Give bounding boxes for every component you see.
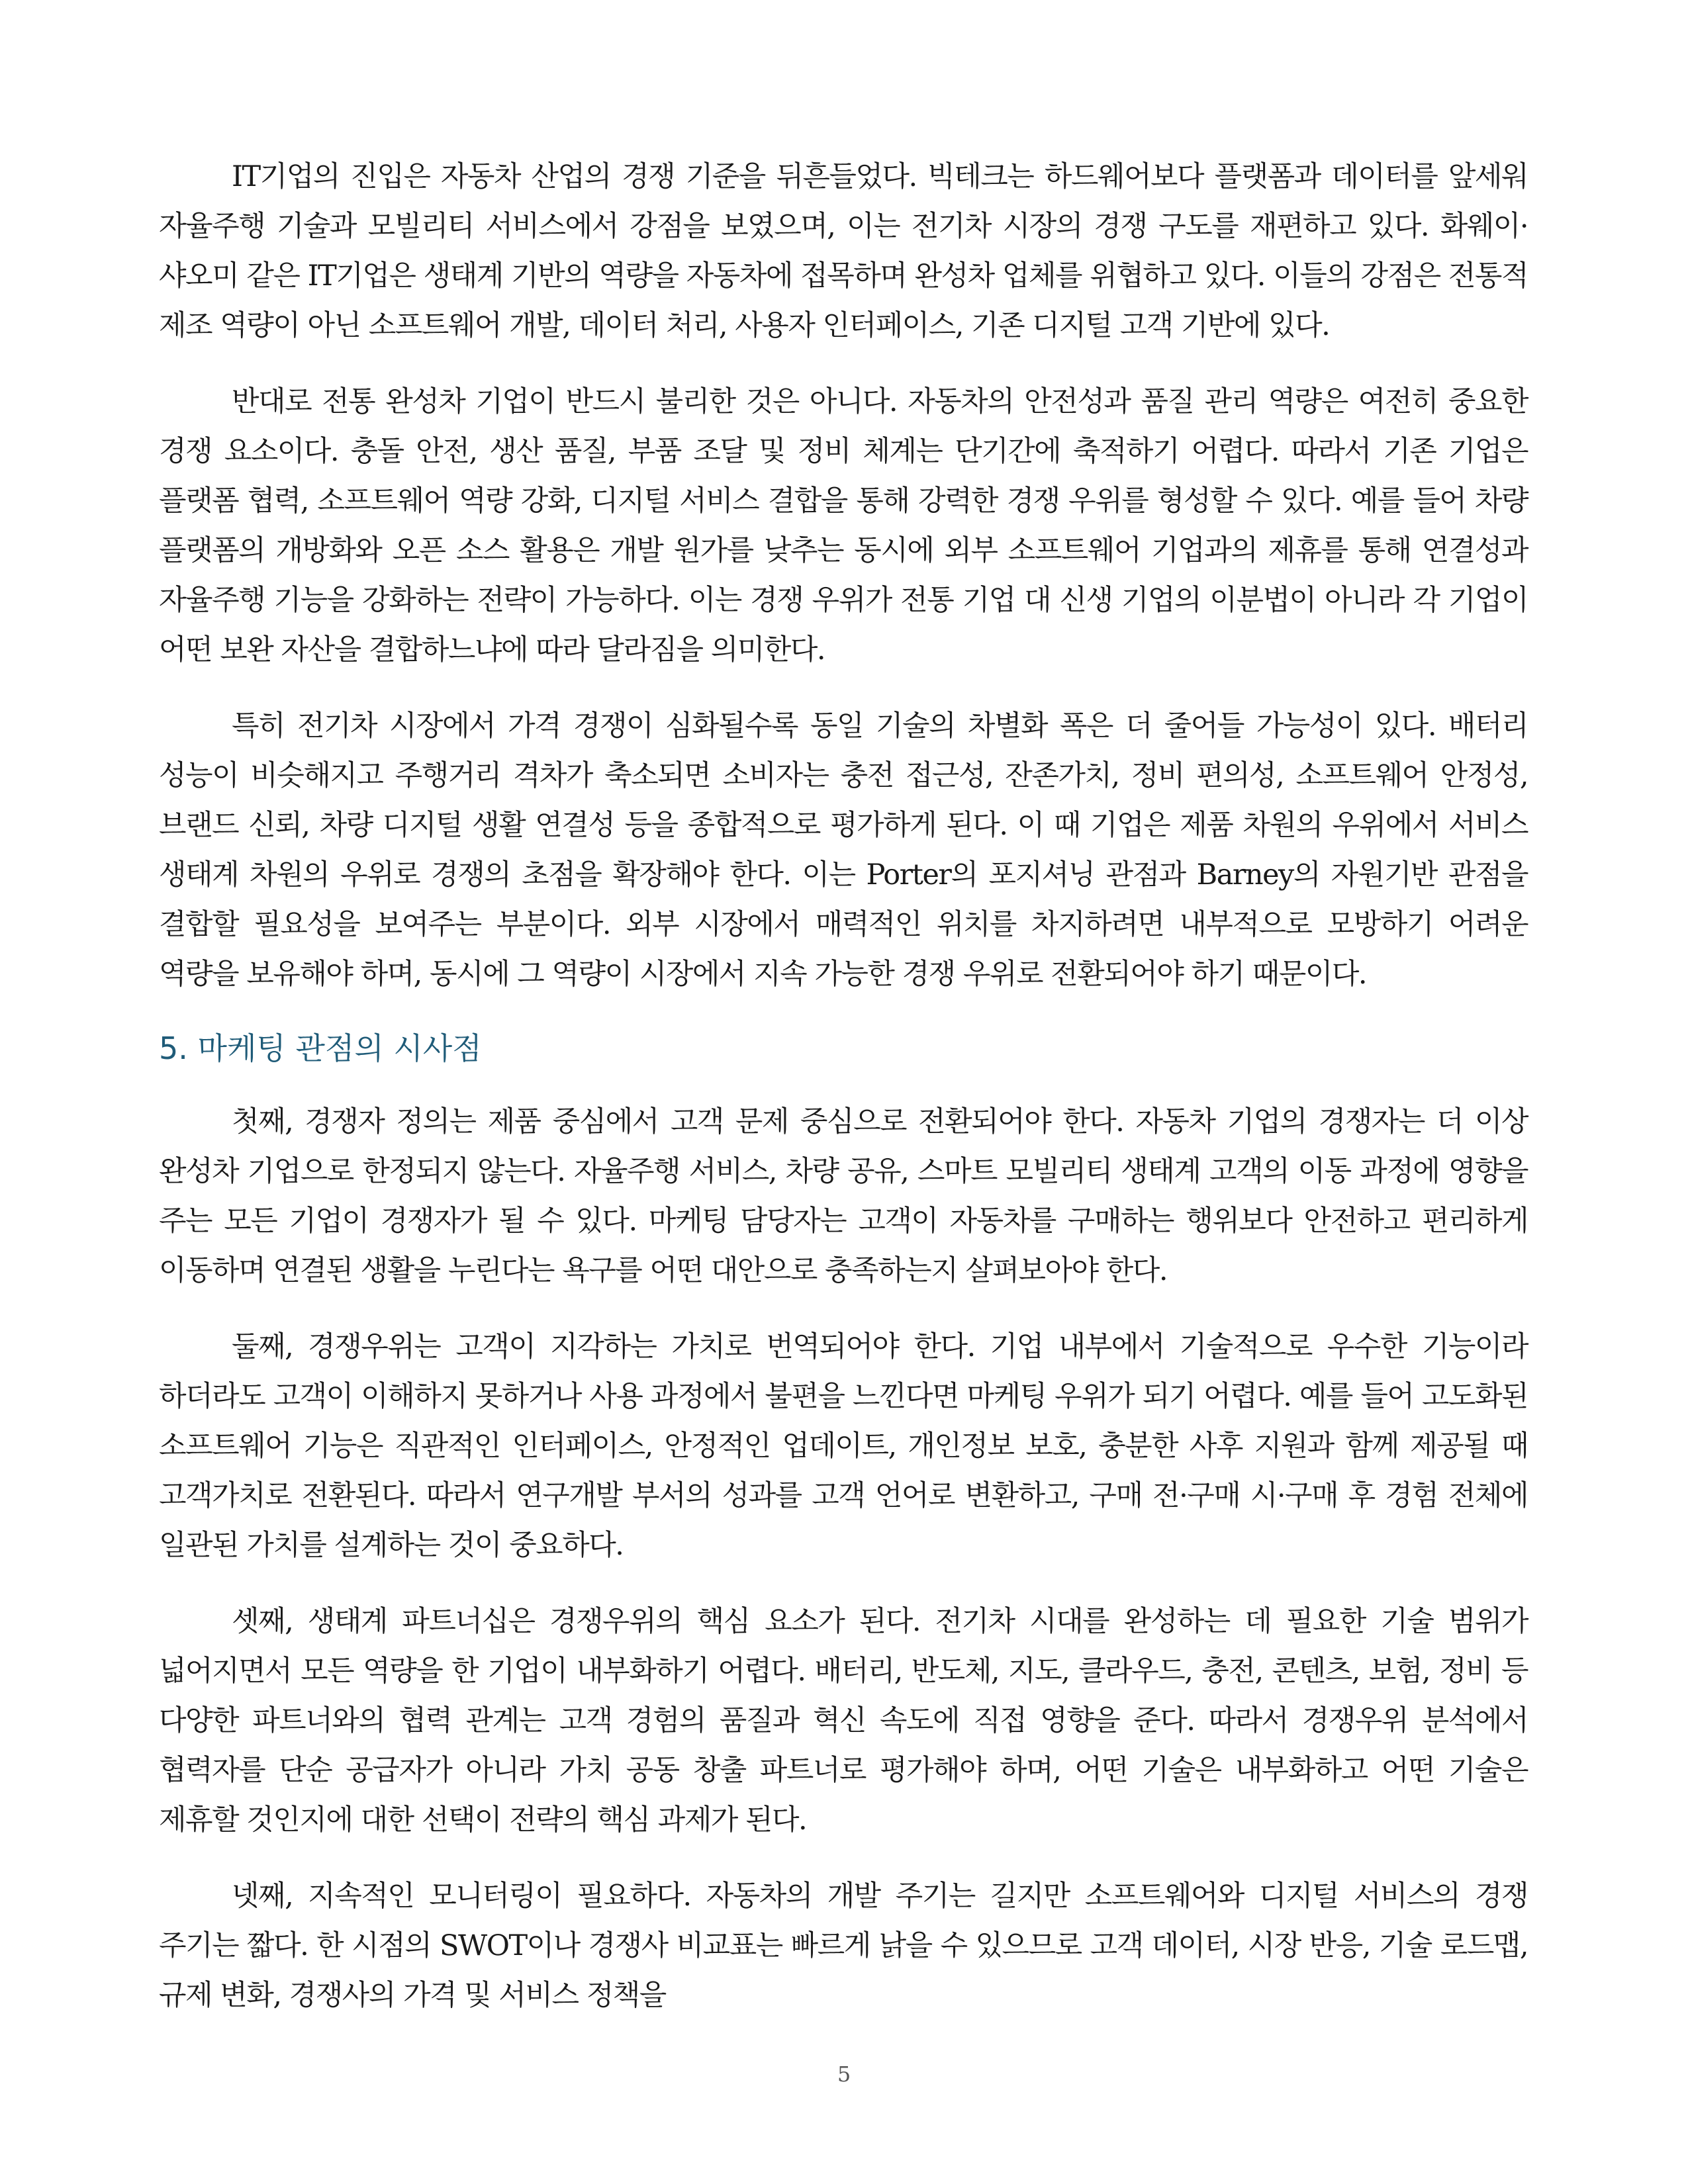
body-paragraph-5: 둘째, 경쟁우위는 고객이 지각하는 가치로 번역되어야 한다. 기업 내부에서 기술적으로 우수한 기능이라 하더라도 고객이 이해하지 못하거나 사용 과정에서 불편을 느낀다면 마케팅 우위가 되기 어렵다. 예를 들어 고도화된 소프트웨어 기능은 직관적인 인터페이스, 안정적인 업데이트, 개인정보 보호, 충분한 사후 지원과 함께 제공될 때 고객가치로 전환된다. 따라서 연구개발 부서의 성과를 고객 언어로 변환하고, 구매 전·구매 시·구매 후 경험 전체에 일관된 가치를 설계하는 것이 중요하다. bbox=[159, 1330, 1528, 1562]
body-paragraph-1: IT기업의 진입은 자동차 산업의 경쟁 기준을 뒤흔들었다. 빅테크는 하드웨어보다 플랫폼과 데이터를 앞세워 자율주행 기술과 모빌리티 서비스에서 강점을 보였으며, 이는 전기차 시장의 경쟁 구도를 재편하고 있다. 화웨이·샤오미 같은 IT기업은 생태계 기반의 역량을 자동차에 접목하며 완성차 업체를 위협하고 있다. 이들의 강점은 전통적 제조 역량이 아닌 소프트웨어 개발, 데이터 처리, 사용자 인터페이스, 기존 디지털 고객 기반에 있다. bbox=[159, 160, 1528, 342]
document-page bbox=[159, 152, 1528, 2047]
section-heading: 5. 마케팅 관점의 시사점 bbox=[159, 1030, 482, 1066]
body-paragraph-4: 첫째, 경쟁자 정의는 제품 중심에서 고객 문제 중심으로 전환되어야 한다. 자동차 기업의 경쟁자는 더 이상 완성차 기업으로 한정되지 않는다. 자율주행 서비스, 차량 공유, 스마트 모빌리티 생태계 고객의 이동 과정에 영향을 주는 모든 기업이 경쟁자가 될 수 있다. 마케팅 담당자는 고객이 자동차를 구매하는 행위보다 안전하고 편리하게 이동하며 연결된 생활을 누린다는 욕구를 어떤 대안으로 충족하는지 살펴보아야 한다. bbox=[159, 1105, 1528, 1287]
body-paragraph-2: 반대로 전통 완성차 기업이 반드시 불리한 것은 아니다. 자동차의 안전성과 품질 관리 역량은 여전히 중요한 경쟁 요소이다. 충돌 안전, 생산 품질, 부품 조달 및 정비 체계는 단기간에 축적하기 어렵다. 따라서 기존 기업은 플랫폼 협력, 소프트웨어 역량 강화, 디지털 서비스 결합을 통해 강력한 경쟁 우위를 형성할 수 있다. 예를 들어 차량 플랫폼의 개방화와 오픈 소스 활용은 개발 원가를 낮추는 동시에 외부 소프트웨어 기업과의 제휴를 통해 연결성과 자율주행 기능을 강화하는 전략이 가능하다. 이는 경쟁 우위가 전통 기업 대 신생 기업의 이분법이 아니라 각 기업이 어떤 보완 자산을 결합하느냐에 따라 달라짐을 의미한다. bbox=[159, 385, 1528, 666]
body-paragraph-7: 넷째, 지속적인 모니터링이 필요하다. 자동차의 개발 주기는 길지만 소프트웨어와 디지털 서비스의 경쟁 주기는 짧다. 한 시점의 SWOT이나 경쟁사 비교표는 빠르게 낡을 수 있으므로 고객 데이터, 시장 반응, 기술 로드맵, 규제 변화, 경쟁사의 가격 및 서비스 정책을 bbox=[159, 1880, 1528, 2012]
body-paragraph-6: 셋째, 생태계 파트너십은 경쟁우위의 핵심 요소가 된다. 전기차 시대를 완성하는 데 필요한 기술 범위가 넓어지면서 모든 역량을 한 기업이 내부화하기 어렵다. 배터리, 반도체, 지도, 클라우드, 충전, 콘텐츠, 보험, 정비 등 다양한 파트너와의 협력 관계는 고객 경험의 품질과 혁신 속도에 직접 영향을 준다. 따라서 경쟁우위 분석에서 협력자를 단순 공급자가 아니라 가치 공동 창출 파트너로 평가해야 하며, 어떤 기술은 내부화하고 어떤 기술은 제휴할 것인지에 대한 선택이 전략의 핵심 과제가 된다. bbox=[159, 1605, 1528, 1837]
page-number: 5 bbox=[837, 2062, 851, 2087]
body-paragraph-3: 특히 전기차 시장에서 가격 경쟁이 심화될수록 동일 기술의 차별화 폭은 더 줄어들 가능성이 있다. 배터리 성능이 비슷해지고 주행거리 격차가 축소되면 소비자는 충전 접근성, 잔존가치, 정비 편의성, 소프트웨어 안정성, 브랜드 신뢰, 차량 디지털 생활 연결성 등을 종합적으로 평가하게 된다. 이 때 기업은 제품 차원의 우위에서 서비스 생태계 차원의 우위로 경쟁의 초점을 확장해야 한다. 이는 Porter의 포지셔닝 관점과 Barney의 자원기반 관점을 결합할 필요성을 보여주는 부분이다. 외부 시장에서 매력적인 위치를 차지하려면 내부적으로 모방하기 어려운 역량을 보유해야 하며, 동시에 그 역량이 시장에서 지속 가능한 경쟁 우위로 전환되어야 하기 때문이다. bbox=[159, 709, 1528, 991]
